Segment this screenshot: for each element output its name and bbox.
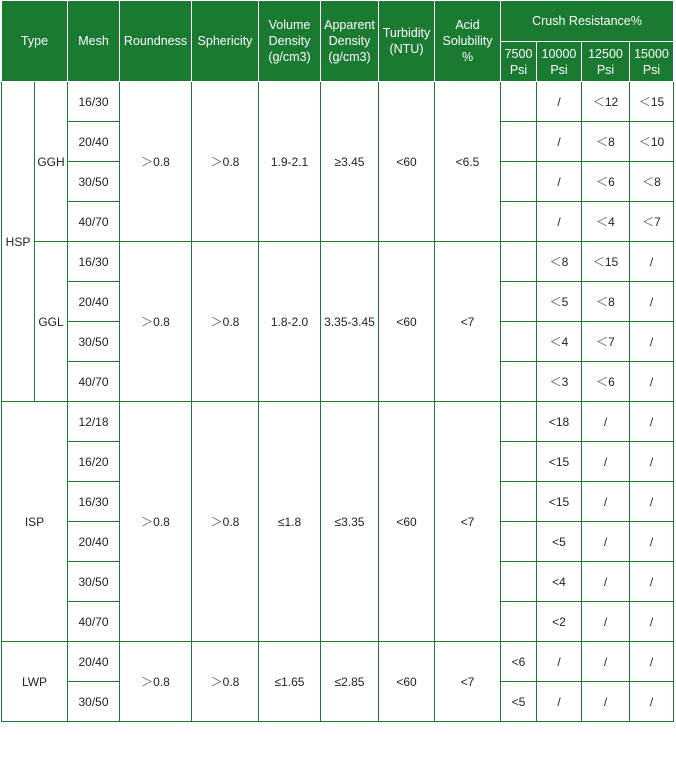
apparent-density-cell: ≥3.45 bbox=[321, 82, 379, 242]
type-cell-hsp: HSP bbox=[2, 82, 35, 402]
crush-15000-cell: / bbox=[630, 442, 674, 482]
crush-12500-cell: / bbox=[582, 522, 630, 562]
crush-10000-cell: <15 bbox=[537, 442, 582, 482]
header-psi-7500: 7500 Psi bbox=[501, 42, 537, 82]
crush-10000-cell: ＜4 bbox=[537, 322, 582, 362]
crush-10000-cell: <2 bbox=[537, 602, 582, 642]
crush-7500-cell bbox=[501, 562, 537, 602]
crush-15000-cell: / bbox=[630, 242, 674, 282]
header-psi-10000: 10000 Psi bbox=[537, 42, 582, 82]
crush-10000-cell: / bbox=[537, 642, 582, 682]
volume-density-cell: 1.8-2.0 bbox=[259, 242, 321, 402]
crush-15000-cell: / bbox=[630, 482, 674, 522]
crush-7500-cell bbox=[501, 122, 537, 162]
header-acid-solubility: Acid Solubility % bbox=[435, 1, 501, 82]
mesh-cell: 12/18 bbox=[68, 402, 120, 442]
volume-density-cell: 1.9-2.1 bbox=[259, 82, 321, 242]
crush-15000-cell: / bbox=[630, 362, 674, 402]
header-psi-15000: 15000 Psi bbox=[630, 42, 674, 82]
crush-12500-cell: ＜6 bbox=[582, 162, 630, 202]
type-cell-isp: ISP bbox=[2, 402, 68, 642]
apparent-density-cell: 3.35-3.45 bbox=[321, 242, 379, 402]
crush-10000-cell: <4 bbox=[537, 562, 582, 602]
turbidity-cell: <60 bbox=[379, 82, 435, 242]
crush-12500-cell: ＜15 bbox=[582, 242, 630, 282]
sphericity-cell: ＞0.8 bbox=[192, 402, 259, 642]
crush-12500-cell: / bbox=[582, 402, 630, 442]
roundness-cell: ＞0.8 bbox=[120, 82, 192, 242]
proppant-spec-table bbox=[1, 0, 674, 722]
header-sphericity: Sphericity bbox=[192, 1, 259, 82]
roundness-cell: ＞0.8 bbox=[120, 242, 192, 402]
apparent-density-cell: ≤3.35 bbox=[321, 402, 379, 642]
crush-12500-cell: ＜8 bbox=[582, 282, 630, 322]
crush-12500-cell: ＜6 bbox=[582, 362, 630, 402]
header-apparent-density: Apparent Density (g/cm3) bbox=[321, 1, 379, 82]
crush-7500-cell bbox=[501, 402, 537, 442]
crush-7500-cell bbox=[501, 362, 537, 402]
sphericity-cell: ＞0.8 bbox=[192, 82, 259, 242]
crush-10000-cell: / bbox=[537, 682, 582, 722]
crush-15000-cell: ＜7 bbox=[630, 202, 674, 242]
mesh-cell: 20/40 bbox=[68, 122, 120, 162]
crush-12500-cell: / bbox=[582, 562, 630, 602]
crush-7500-cell bbox=[501, 522, 537, 562]
mesh-cell: 30/50 bbox=[68, 682, 120, 722]
table-row bbox=[2, 242, 674, 282]
mesh-cell: 20/40 bbox=[68, 522, 120, 562]
acid-solubility-cell: <7 bbox=[435, 242, 501, 402]
crush-15000-cell: ＜15 bbox=[630, 82, 674, 122]
crush-7500-cell: <6 bbox=[501, 642, 537, 682]
mesh-cell: 40/70 bbox=[68, 202, 120, 242]
crush-7500-cell: <5 bbox=[501, 682, 537, 722]
crush-12500-cell: ＜12 bbox=[582, 82, 630, 122]
sphericity-cell: ＞0.8 bbox=[192, 642, 259, 722]
crush-15000-cell: / bbox=[630, 602, 674, 642]
volume-density-cell: ≤1.8 bbox=[259, 402, 321, 642]
crush-15000-cell: / bbox=[630, 642, 674, 682]
turbidity-cell: <60 bbox=[379, 242, 435, 402]
sphericity-cell: ＞0.8 bbox=[192, 242, 259, 402]
mesh-cell: 30/50 bbox=[68, 162, 120, 202]
crush-10000-cell: <18 bbox=[537, 402, 582, 442]
mesh-cell: 16/20 bbox=[68, 442, 120, 482]
crush-12500-cell: / bbox=[582, 642, 630, 682]
header-crush-resistance: Crush Resistance% bbox=[501, 1, 674, 42]
crush-7500-cell bbox=[501, 282, 537, 322]
crush-15000-cell: / bbox=[630, 282, 674, 322]
subtype-cell-ggl: GGL bbox=[35, 242, 68, 402]
crush-10000-cell: ＜8 bbox=[537, 242, 582, 282]
subtype-cell-ggh: GGH bbox=[35, 82, 68, 242]
crush-10000-cell: ＜5 bbox=[537, 282, 582, 322]
acid-solubility-cell: <7 bbox=[435, 642, 501, 722]
mesh-cell: 16/30 bbox=[68, 482, 120, 522]
crush-12500-cell: / bbox=[582, 442, 630, 482]
crush-10000-cell: / bbox=[537, 162, 582, 202]
crush-12500-cell: ＜7 bbox=[582, 322, 630, 362]
crush-7500-cell bbox=[501, 442, 537, 482]
crush-7500-cell bbox=[501, 322, 537, 362]
acid-solubility-cell: <7 bbox=[435, 402, 501, 642]
crush-7500-cell bbox=[501, 602, 537, 642]
mesh-cell: 16/30 bbox=[68, 242, 120, 282]
roundness-cell: ＞0.8 bbox=[120, 402, 192, 642]
crush-7500-cell bbox=[501, 482, 537, 522]
apparent-density-cell: ≤2.85 bbox=[321, 642, 379, 722]
table-row bbox=[2, 82, 674, 122]
crush-15000-cell: ＜8 bbox=[630, 162, 674, 202]
crush-7500-cell bbox=[501, 82, 537, 122]
crush-12500-cell: ＜4 bbox=[582, 202, 630, 242]
crush-12500-cell: / bbox=[582, 482, 630, 522]
crush-12500-cell: / bbox=[582, 682, 630, 722]
crush-10000-cell: ＜3 bbox=[537, 362, 582, 402]
table-row bbox=[2, 642, 674, 682]
roundness-cell: ＞0.8 bbox=[120, 642, 192, 722]
crush-15000-cell: / bbox=[630, 562, 674, 602]
mesh-cell: 40/70 bbox=[68, 362, 120, 402]
mesh-cell: 16/30 bbox=[68, 82, 120, 122]
header-turbidity: Turbidity (NTU) bbox=[379, 1, 435, 82]
crush-10000-cell: / bbox=[537, 82, 582, 122]
mesh-cell: 20/40 bbox=[68, 282, 120, 322]
crush-10000-cell: <15 bbox=[537, 482, 582, 522]
type-cell-lwp: LWP bbox=[2, 642, 68, 722]
crush-10000-cell: / bbox=[537, 202, 582, 242]
crush-12500-cell: ＜8 bbox=[582, 122, 630, 162]
crush-15000-cell: / bbox=[630, 402, 674, 442]
turbidity-cell: <60 bbox=[379, 642, 435, 722]
mesh-cell: 40/70 bbox=[68, 602, 120, 642]
crush-7500-cell bbox=[501, 202, 537, 242]
header-psi-12500: 12500 Psi bbox=[582, 42, 630, 82]
header-type: Type bbox=[2, 1, 68, 82]
crush-7500-cell bbox=[501, 242, 537, 282]
volume-density-cell: ≤1.65 bbox=[259, 642, 321, 722]
header-roundness: Roundness bbox=[120, 1, 192, 82]
crush-7500-cell bbox=[501, 162, 537, 202]
mesh-cell: 30/50 bbox=[68, 322, 120, 362]
turbidity-cell: <60 bbox=[379, 402, 435, 642]
crush-15000-cell: / bbox=[630, 322, 674, 362]
crush-15000-cell: / bbox=[630, 522, 674, 562]
mesh-cell: 30/50 bbox=[68, 562, 120, 602]
mesh-cell: 20/40 bbox=[68, 642, 120, 682]
acid-solubility-cell: <6.5 bbox=[435, 82, 501, 242]
header-mesh: Mesh bbox=[68, 1, 120, 82]
crush-12500-cell: / bbox=[582, 602, 630, 642]
header-volume-density: Volume Density (g/cm3) bbox=[259, 1, 321, 82]
crush-10000-cell: <5 bbox=[537, 522, 582, 562]
table-row bbox=[2, 402, 674, 442]
crush-15000-cell: ＜10 bbox=[630, 122, 674, 162]
crush-15000-cell: / bbox=[630, 682, 674, 722]
crush-10000-cell: / bbox=[537, 122, 582, 162]
